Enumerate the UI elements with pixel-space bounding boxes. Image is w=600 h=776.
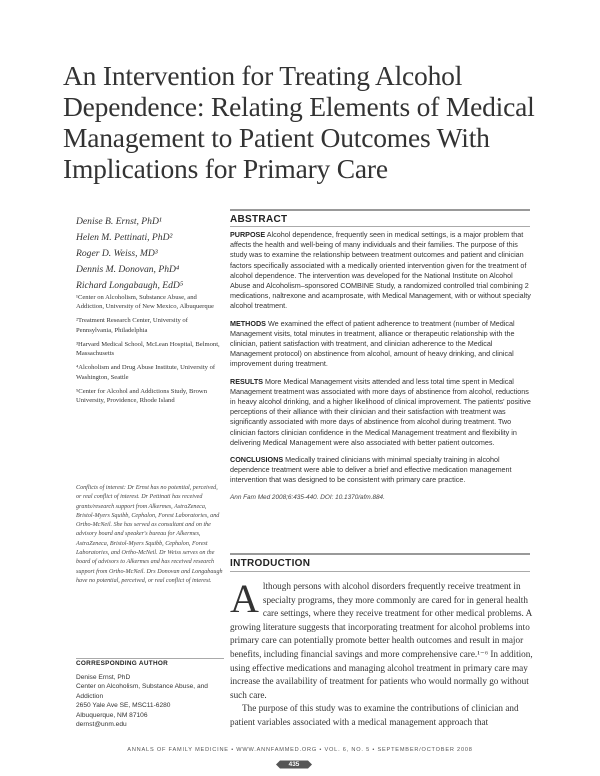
intro-paragraph-2: The purpose of this study was to examine the contributions of clinician and patient variables associated with a medical management approach that bbox=[230, 703, 519, 727]
conclusions-text: Medically trained clinicians with minimal specialty training in alcohol dependence treatment were able to deliver a brief and effective medication management intervention that was designed to be consistent with primary care practice. bbox=[230, 455, 512, 485]
article-title bbox=[63, 60, 543, 184]
conflicts-of-interest: Conflicts of interest: Dr Ernst has no potential, perceived, or real conflict of interest. Dr Pettinati has received grants/research support from Alkermes, AstraZeneca, Bristol-Myers Squibb, Cephalon, Forest Laboratories, and Ortho-McNeil. She has served as consultant and on the advisory board and speaker's bureau for Alkermes, AstraZeneca, Bristol-Myers Squibb, Cephalon, Forest Laboratories, and Ortho-McNeil. Dr Weiss serves on the board of advisors to Alkermes and has received research support from Ortho-McNeil. Drs Donovan and Longabaugh have no potential, perceived, or real conflict of interest. bbox=[76, 485, 223, 584]
title-line: Management to Patient Outcomes With bbox=[63, 122, 490, 153]
affiliation: ¹Center on Alcoholism, Substance Abuse, and Addiction, University of New Mexico, Albuquerque bbox=[76, 294, 214, 311]
introduction-heading: INTRODUCTION bbox=[230, 558, 311, 569]
abstract-heading: ABSTRACT bbox=[230, 214, 288, 225]
abstract-purpose bbox=[230, 230, 533, 312]
abstract-rule bbox=[230, 226, 530, 227]
intro-rule bbox=[230, 571, 530, 572]
abstract-results bbox=[230, 377, 533, 448]
running-footer: ANNALS OF FAMILY MEDICINE • WWW.ANNFAMMED.ORG • VOL. 6, NO. 5 • SEPTEMBER/OCTOBER 2008 bbox=[127, 747, 473, 753]
corresponding-rule bbox=[76, 658, 224, 659]
page-number-badge bbox=[274, 760, 314, 769]
affiliation: ⁴Alcoholism and Drug Abuse Institute, University of Washington, Seattle bbox=[76, 364, 216, 381]
results-label: RESULTS bbox=[230, 376, 264, 386]
title-line: Dependence: Relating Elements of Medical bbox=[63, 91, 535, 122]
corresponding-city: Albuquerque, NM 87106 bbox=[76, 711, 148, 719]
corresponding-email[interactable]: dernst@unm.edu bbox=[76, 721, 127, 729]
page-number: 435 bbox=[288, 760, 300, 768]
author-list bbox=[76, 214, 226, 294]
corresponding-org: Center on Alcoholism, Substance Abuse, and Addiction bbox=[76, 683, 208, 700]
affiliation: ³Harvard Medical School, McLean Hospital, Belmont, Massachusetts bbox=[76, 340, 220, 358]
corresponding-name: Denise Ernst, PhD bbox=[76, 674, 131, 681]
results-text: More Medical Management visits attended and less total time spent in Medical Management treatment was associated with more days of abstinence from alcohol, reductions in heavy alcohol drinking, and a higher likelihood of clinical improvement. The patients' positive perceptions of their alliance with their clinician and their satisfaction with treatment was significantly associated with more days of abstinence from alcohol during treatment. Two clinician factors clinician confidence in the Medical Management treatment and flexibility in delivering Medical Management were also associated with better patient outcomes. bbox=[230, 376, 531, 447]
author-name: Roger D. Weiss, MD³ bbox=[76, 248, 158, 259]
affiliation: ⁵Center for Alcohol and Addictions Study, Brown University, Providence, Rhode Island bbox=[76, 387, 207, 405]
corresponding-street: 2650 Yale Ave SE, MSC11-6280 bbox=[76, 702, 171, 710]
introduction-body bbox=[230, 576, 533, 730]
title-line: Implications for Primary Care bbox=[63, 153, 388, 184]
abstract-methods bbox=[230, 319, 533, 370]
conclusions-label: CONCLUSIONS bbox=[230, 455, 284, 465]
author-name: Richard Longabaugh, EdD⁵ bbox=[76, 280, 184, 291]
corresponding-details bbox=[76, 673, 224, 729]
drop-cap: A bbox=[230, 576, 259, 621]
author-name: Dennis M. Donovan, PhD⁴ bbox=[76, 264, 180, 275]
intro-text-1: lthough persons with alcohol disorders frequently receive treatment in specialty programs, they more commonly are cared for in general health care settings, where they receive treatment for other medical problems. A growing literature suggests that incorporating treatment for alcohol problems into primary care can potentially promote better health outcomes and result in major benefits, including financial savings and more comprehensive care.¹⁻⁶ In addition, using effective medications and managing alcohol treatment in primary care may increase the availability of treatment for patients who would normally go without such care. bbox=[230, 581, 533, 700]
abstract-body bbox=[230, 230, 533, 510]
affiliation-list bbox=[76, 293, 224, 410]
author-name: Helen M. Pettinati, PhD² bbox=[76, 232, 173, 243]
methods-text: We examined the effect of patient adherence to treatment (number of Medical Management visits, total minutes in treatment, alliance or therapeutic relationship with the clinician, patient satisfaction with treatment, and clinician adherence to the Medical Management protocol) on abstinence from alcohol, amount of heavy drinking, and clinical improvement during treatment. bbox=[230, 318, 515, 369]
author-name: Denise B. Ernst, PhD¹ bbox=[76, 216, 162, 227]
purpose-text: Alcohol dependence, frequently seen in medical settings, is a major problem that affects the health and well-being of many individuals and their families. The purpose of this study was to examine the relationship between treatment outcomes and patient and clinician factors specifically associated with a medically oriented intervention given for the treatment of alcohol dependence. The intervention was developed for the National Institute on Alcohol Abuse and Alcoholism–sponsored COMBINE Study, a randomized controlled trial combining 2 medications, naltrexone and acamprosate, with Medical Management, with or without specialty alcohol treatment. bbox=[230, 230, 531, 311]
citation: Ann Fam Med 2008;6:435-440. DOI: 10.1370/afm.884. bbox=[230, 493, 385, 501]
abstract-top-rule bbox=[230, 209, 530, 211]
intro-top-rule bbox=[230, 553, 530, 555]
methods-label: METHODS bbox=[230, 318, 266, 328]
intro-paragraph-1 bbox=[230, 576, 533, 702]
affiliation: ²Treatment Research Center, University of Pennsylvania, Philadelphia bbox=[76, 317, 188, 334]
corresponding-heading: CORRESPONDING AUTHOR bbox=[76, 660, 169, 667]
title-line: An Intervention for Treating Alcohol bbox=[63, 60, 463, 91]
abstract-conclusions bbox=[230, 455, 533, 486]
purpose-label: PURPOSE bbox=[230, 230, 266, 239]
